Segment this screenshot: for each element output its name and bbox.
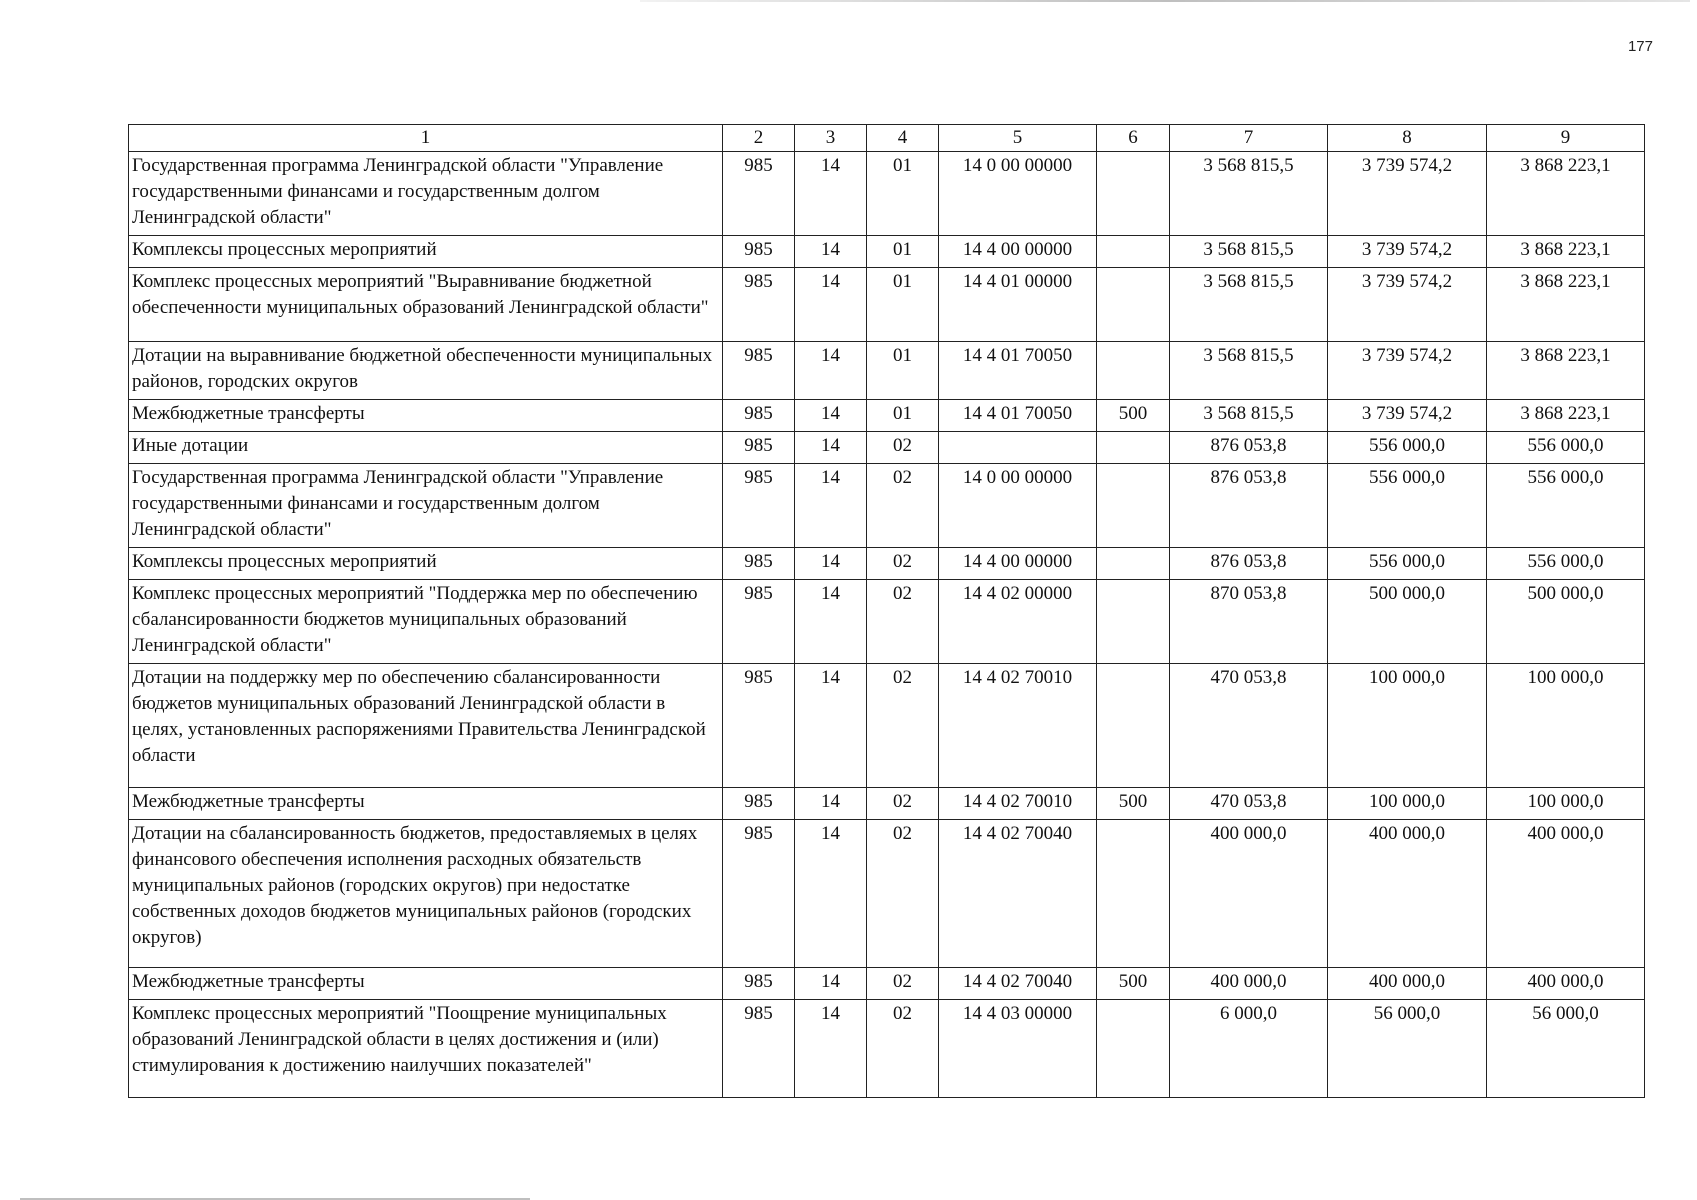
row-amount-year3-cell: 3 868 223,1: [1487, 236, 1645, 268]
row-amount-year3-cell: 3 868 223,1: [1487, 152, 1645, 236]
row-amount-year1-cell: 870 053,8: [1170, 580, 1328, 664]
row-name-cell: Государственная программа Ленинградской области "Управление государственными финансами и государственным долгом Ленинградской области": [129, 152, 723, 236]
row-admin-code-cell: 985: [723, 432, 795, 464]
row-section-cell: 14: [795, 268, 867, 342]
row-amount-year3-cell: 100 000,0: [1487, 788, 1645, 820]
row-admin-code-cell: 985: [723, 664, 795, 788]
row-name-cell: Дотации на выравнивание бюджетной обеспеченности муниципальных районов, городских округов: [129, 342, 723, 400]
row-target-code-cell: 14 4 00 00000: [939, 548, 1097, 580]
row-amount-year3-cell: 3 868 223,1: [1487, 400, 1645, 432]
row-expense-type-cell: 500: [1097, 968, 1170, 1000]
table-row: [129, 236, 1645, 268]
row-amount-year1-cell: 400 000,0: [1170, 968, 1328, 1000]
row-amount-year2-cell: 100 000,0: [1328, 664, 1487, 788]
row-section-cell: 14: [795, 1000, 867, 1098]
header-cell: 5: [939, 125, 1097, 152]
row-name-cell: Межбюджетные трансферты: [129, 788, 723, 820]
header-cell: 1: [129, 125, 723, 152]
row-amount-year1-cell: 876 053,8: [1170, 548, 1328, 580]
row-expense-type-cell: [1097, 464, 1170, 548]
row-subsection-cell: 01: [867, 342, 939, 400]
row-target-code-cell: 14 4 02 70040: [939, 820, 1097, 968]
page-number: 177: [1627, 38, 1653, 55]
row-amount-year2-cell: 556 000,0: [1328, 548, 1487, 580]
row-section-cell: 14: [795, 788, 867, 820]
header-cell: 3: [795, 125, 867, 152]
header-cell: 9: [1487, 125, 1645, 152]
table-row: [129, 820, 1645, 968]
row-name-cell: Комплекс процессных мероприятий "Поощрение муниципальных образований Ленинградской области в целях достижения и (или) стимулирования к достижению наилучших показателей": [129, 1000, 723, 1098]
row-name-cell: Иные дотации: [129, 432, 723, 464]
row-subsection-cell: 01: [867, 236, 939, 268]
row-amount-year2-cell: 400 000,0: [1328, 968, 1487, 1000]
row-subsection-cell: 02: [867, 820, 939, 968]
row-target-code-cell: 14 4 00 00000: [939, 236, 1097, 268]
row-amount-year1-cell: 3 568 815,5: [1170, 236, 1328, 268]
scan-edge-top: [640, 0, 1690, 2]
row-subsection-cell: 02: [867, 548, 939, 580]
row-section-cell: 14: [795, 820, 867, 968]
row-target-code-cell: [939, 432, 1097, 464]
row-expense-type-cell: [1097, 664, 1170, 788]
table-row: [129, 432, 1645, 464]
budget-table: [128, 124, 1645, 1098]
row-amount-year2-cell: 3 739 574,2: [1328, 400, 1487, 432]
row-amount-year3-cell: 400 000,0: [1487, 968, 1645, 1000]
row-amount-year1-cell: 3 568 815,5: [1170, 268, 1328, 342]
row-amount-year3-cell: 400 000,0: [1487, 820, 1645, 968]
row-amount-year3-cell: 556 000,0: [1487, 432, 1645, 464]
row-expense-type-cell: [1097, 1000, 1170, 1098]
table-row: [129, 548, 1645, 580]
row-section-cell: 14: [795, 432, 867, 464]
table-row: [129, 1000, 1645, 1098]
row-name-cell: Межбюджетные трансферты: [129, 400, 723, 432]
row-name-cell: Дотации на поддержку мер по обеспечению сбалансированности бюджетов муниципальных образований Ленинградской области в целях, установленных распоряжениями Правительства Ленинградской области: [129, 664, 723, 788]
row-target-code-cell: 14 4 01 70050: [939, 342, 1097, 400]
row-target-code-cell: 14 4 02 00000: [939, 580, 1097, 664]
row-amount-year2-cell: 556 000,0: [1328, 432, 1487, 464]
table-row: [129, 968, 1645, 1000]
row-admin-code-cell: 985: [723, 788, 795, 820]
row-amount-year1-cell: 3 568 815,5: [1170, 342, 1328, 400]
row-admin-code-cell: 985: [723, 342, 795, 400]
row-expense-type-cell: [1097, 580, 1170, 664]
header-cell: 7: [1170, 125, 1328, 152]
row-section-cell: 14: [795, 342, 867, 400]
row-amount-year3-cell: 3 868 223,1: [1487, 342, 1645, 400]
row-expense-type-cell: 500: [1097, 788, 1170, 820]
row-name-cell: Межбюджетные трансферты: [129, 968, 723, 1000]
row-admin-code-cell: 985: [723, 464, 795, 548]
row-target-code-cell: 14 4 02 70010: [939, 664, 1097, 788]
header-cell: 8: [1328, 125, 1487, 152]
row-subsection-cell: 02: [867, 968, 939, 1000]
row-section-cell: 14: [795, 464, 867, 548]
table-row: [129, 464, 1645, 548]
row-target-code-cell: 14 4 02 70010: [939, 788, 1097, 820]
row-name-cell: Дотации на сбалансированность бюджетов, предоставляемых в целях финансового обеспечения исполнения расходных обязательств муниципальных районов (городских округов) при недостатке собственных доходов бюджетов муниципальных районов (городских округов): [129, 820, 723, 968]
header-cell: 2: [723, 125, 795, 152]
header-cell: 4: [867, 125, 939, 152]
row-amount-year3-cell: 3 868 223,1: [1487, 268, 1645, 342]
row-amount-year2-cell: 100 000,0: [1328, 788, 1487, 820]
row-target-code-cell: 14 4 01 70050: [939, 400, 1097, 432]
row-admin-code-cell: 985: [723, 968, 795, 1000]
row-subsection-cell: 02: [867, 664, 939, 788]
table-row: [129, 664, 1645, 788]
row-section-cell: 14: [795, 548, 867, 580]
header-cell: 6: [1097, 125, 1170, 152]
row-amount-year2-cell: 400 000,0: [1328, 820, 1487, 968]
table-row: [129, 580, 1645, 664]
row-subsection-cell: 01: [867, 400, 939, 432]
row-amount-year1-cell: 470 053,8: [1170, 664, 1328, 788]
row-admin-code-cell: 985: [723, 580, 795, 664]
row-admin-code-cell: 985: [723, 548, 795, 580]
row-amount-year1-cell: 470 053,8: [1170, 788, 1328, 820]
row-amount-year1-cell: 3 568 815,5: [1170, 152, 1328, 236]
row-expense-type-cell: 500: [1097, 400, 1170, 432]
row-section-cell: 14: [795, 968, 867, 1000]
row-amount-year3-cell: 556 000,0: [1487, 464, 1645, 548]
row-amount-year2-cell: 3 739 574,2: [1328, 152, 1487, 236]
row-section-cell: 14: [795, 152, 867, 236]
row-name-cell: Комплексы процессных мероприятий: [129, 236, 723, 268]
row-amount-year3-cell: 56 000,0: [1487, 1000, 1645, 1098]
row-section-cell: 14: [795, 236, 867, 268]
row-amount-year3-cell: 100 000,0: [1487, 664, 1645, 788]
table-row: [129, 342, 1645, 400]
row-section-cell: 14: [795, 664, 867, 788]
row-amount-year1-cell: 876 053,8: [1170, 432, 1328, 464]
row-amount-year1-cell: 400 000,0: [1170, 820, 1328, 968]
row-expense-type-cell: [1097, 268, 1170, 342]
row-admin-code-cell: 985: [723, 236, 795, 268]
row-amount-year2-cell: 500 000,0: [1328, 580, 1487, 664]
row-target-code-cell: 14 4 02 70040: [939, 968, 1097, 1000]
row-expense-type-cell: [1097, 820, 1170, 968]
table-row: [129, 788, 1645, 820]
row-expense-type-cell: [1097, 236, 1170, 268]
row-admin-code-cell: 985: [723, 268, 795, 342]
row-subsection-cell: 02: [867, 464, 939, 548]
row-subsection-cell: 02: [867, 432, 939, 464]
table-row: [129, 152, 1645, 236]
row-target-code-cell: 14 0 00 00000: [939, 464, 1097, 548]
header-row: [129, 125, 1645, 152]
row-amount-year3-cell: 500 000,0: [1487, 580, 1645, 664]
row-expense-type-cell: [1097, 152, 1170, 236]
row-subsection-cell: 02: [867, 788, 939, 820]
row-target-code-cell: 14 4 01 00000: [939, 268, 1097, 342]
row-section-cell: 14: [795, 400, 867, 432]
row-amount-year2-cell: 3 739 574,2: [1328, 236, 1487, 268]
row-name-cell: Комплекс процессных мероприятий "Поддержка мер по обеспечению сбалансированности бюджетов муниципальных образований Ленинградской области": [129, 580, 723, 664]
row-target-code-cell: 14 4 03 00000: [939, 1000, 1097, 1098]
row-amount-year2-cell: 556 000,0: [1328, 464, 1487, 548]
row-name-cell: Комплекс процессных мероприятий "Выравнивание бюджетной обеспеченности муниципальных образований Ленинградской области": [129, 268, 723, 342]
row-amount-year2-cell: 3 739 574,2: [1328, 268, 1487, 342]
row-amount-year2-cell: 56 000,0: [1328, 1000, 1487, 1098]
row-target-code-cell: 14 0 00 00000: [939, 152, 1097, 236]
row-subsection-cell: 02: [867, 580, 939, 664]
row-amount-year1-cell: 3 568 815,5: [1170, 400, 1328, 432]
row-admin-code-cell: 985: [723, 400, 795, 432]
table-row: [129, 268, 1645, 342]
row-expense-type-cell: [1097, 342, 1170, 400]
row-subsection-cell: 02: [867, 1000, 939, 1098]
row-admin-code-cell: 985: [723, 820, 795, 968]
row-expense-type-cell: [1097, 548, 1170, 580]
row-admin-code-cell: 985: [723, 152, 795, 236]
row-amount-year1-cell: 6 000,0: [1170, 1000, 1328, 1098]
row-amount-year3-cell: 556 000,0: [1487, 548, 1645, 580]
row-name-cell: Государственная программа Ленинградской области "Управление государственными финансами и государственным долгом Ленинградской области": [129, 464, 723, 548]
table-row: [129, 400, 1645, 432]
row-subsection-cell: 01: [867, 268, 939, 342]
row-amount-year1-cell: 876 053,8: [1170, 464, 1328, 548]
row-section-cell: 14: [795, 580, 867, 664]
row-admin-code-cell: 985: [723, 1000, 795, 1098]
row-expense-type-cell: [1097, 432, 1170, 464]
row-subsection-cell: 01: [867, 152, 939, 236]
row-name-cell: Комплексы процессных мероприятий: [129, 548, 723, 580]
row-amount-year2-cell: 3 739 574,2: [1328, 342, 1487, 400]
